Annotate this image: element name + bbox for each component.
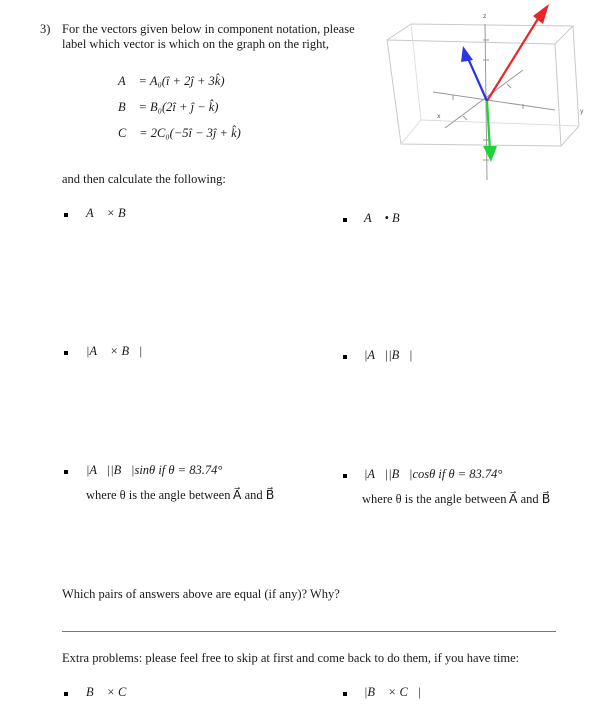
vector-blue — [461, 46, 487, 101]
extra-item-cross-magnitude: |B⃗ × C⃗| — [364, 685, 421, 699]
bullet — [343, 692, 347, 696]
axis-label-z: z — [483, 13, 487, 20]
axis-label-y: y — [580, 108, 584, 115]
vector-graph — [383, 0, 592, 210]
item-dot-product: A⃗ • B⃗ — [364, 211, 410, 225]
bullet — [64, 470, 68, 474]
item-cos-expression: |A⃗||B⃗|cosθ if θ = 83.74° — [364, 467, 503, 481]
bullet — [343, 355, 347, 359]
problem-number: 3) — [40, 22, 51, 36]
equation-c: C⃗ = 2C₀(−5î − 3ĵ + k̂) — [118, 126, 241, 140]
item-cross-product: A⃗ × B⃗ — [86, 206, 136, 220]
item-sin-expression: |A⃗||B⃗|sinθ if θ = 83.74° — [86, 463, 223, 477]
intro-line-2: label which vector is which on the graph on the right, — [62, 37, 329, 51]
then-text: and then calculate the following: — [62, 172, 226, 186]
axis-label-x: x — [437, 113, 441, 120]
vector-green — [483, 101, 497, 162]
bullet — [64, 351, 68, 355]
question-text: Which pairs of answers above are equal (if any)? Why? — [62, 587, 340, 601]
bullet — [64, 692, 68, 696]
item-cross-magnitude: |A⃗ × B⃗| — [86, 344, 143, 358]
extra-item-cross: B⃗ × C⃗ — [86, 685, 137, 699]
equation-a: A⃗ = A₀(î + 2ĵ + 3k̂) — [118, 74, 225, 88]
divider — [62, 631, 556, 632]
intro-line-1: For the vectors given below in component notation, please — [62, 22, 355, 36]
where-right: where θ is the angle between A⃗ and B⃗ — [362, 492, 551, 506]
bullet — [64, 213, 68, 217]
equation-b: B⃗ = B₀(2î + ĵ − k̂) — [118, 100, 219, 114]
axes — [433, 24, 555, 180]
where-left: where θ is the angle between A⃗ and B⃗ — [86, 488, 275, 502]
bullet — [343, 218, 347, 222]
bullet — [343, 474, 347, 478]
item-magnitude-product: |A⃗||B⃗| — [364, 348, 413, 362]
extra-problems-text: Extra problems: please feel free to skip at first and come back to do them, if you have time: — [62, 651, 520, 665]
vector-red — [487, 4, 549, 101]
